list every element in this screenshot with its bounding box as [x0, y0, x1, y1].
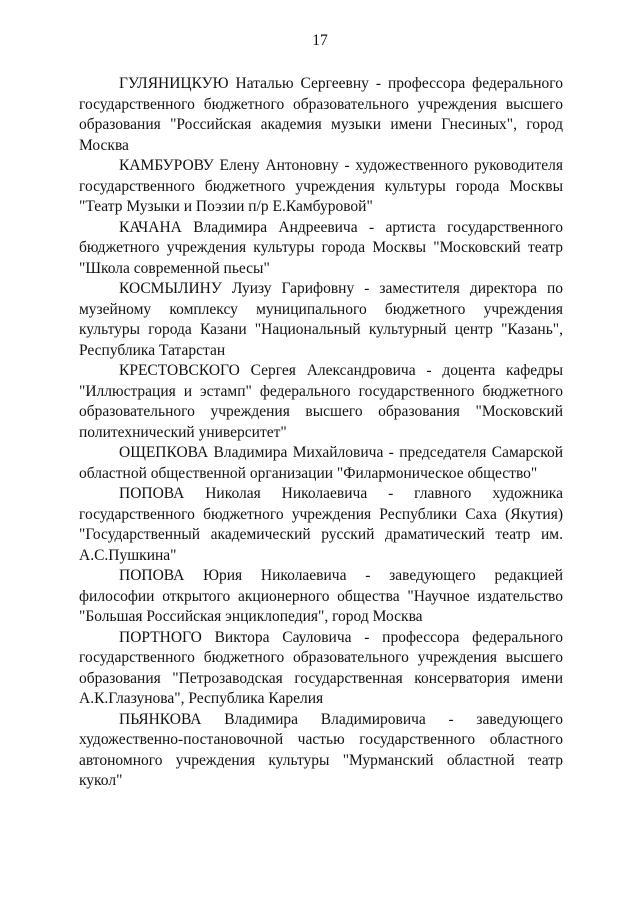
list-item: КАМБУРОВУ Елену Антоновну - художественного руководителя государственного бюджетного учреждения культуры города Москвы "Театр Музыки и Поэзии п/р Е.Камбуровой": [79, 157, 563, 215]
list-item: ПОПОВА Николая Николаевича - главного художника государственного бюджетного учреждения Республики Саха (Якутия) "Государственный академический русский драматический театр им. А.С.Пушкина": [79, 485, 563, 564]
award-list: [79, 74, 563, 792]
list-item: ПОРТНОГО Виктора Сауловича - профессора федерального государственного бюджетного образовательного учреждения высшего образования "Петрозаводская государственная консерватория имени А.К.Глазунова", Республика Карелия: [79, 628, 563, 707]
list-item: ПЬЯНКОВА Владимира Владимировича - заведующего художественно-постановочной частью государственного областного автономного учреждения культуры "Мурманский областной театр кукол": [79, 710, 563, 789]
list-item: КАЧАНА Владимира Андреевича - артиста государственного бюджетного учреждения культуры города Москвы "Московский театр "Школа современной пьесы": [79, 218, 563, 277]
page-number: 17: [312, 32, 328, 49]
list-item: КОСМЫЛИНУ Луизу Гарифовну - заместителя директора по музейному комплексу муниципального бюджетного учреждения культуры города Казани "Национальный культурный центр "Казань", Республика Татарстан: [79, 280, 563, 359]
list-item: КРЕСТОВСКОГО Сергея Александровича - доцента кафедры "Иллюстрация и эстамп" федерального государственного бюджетного образовательного учреждения высшего образования "Московский политехнический университет": [79, 362, 563, 441]
list-item: ОЩЕПКОВА Владимира Михайловича - председателя Самарской областной общественной организации "Филармоническое общество": [79, 444, 563, 482]
list-item: ГУЛЯНИЦКУЮ Наталью Сергеевну - профессора федерального государственного бюджетного образовательного учреждения высшего образования "Российская академия музыки имени Гнесиных", город Москва: [79, 75, 563, 154]
list-item: ПОПОВА Юрия Николаевича - заведующего редакцией философии открытого акционерного общества "Научное издательство "Большая Российская энциклопедия", город Москва: [79, 567, 563, 625]
